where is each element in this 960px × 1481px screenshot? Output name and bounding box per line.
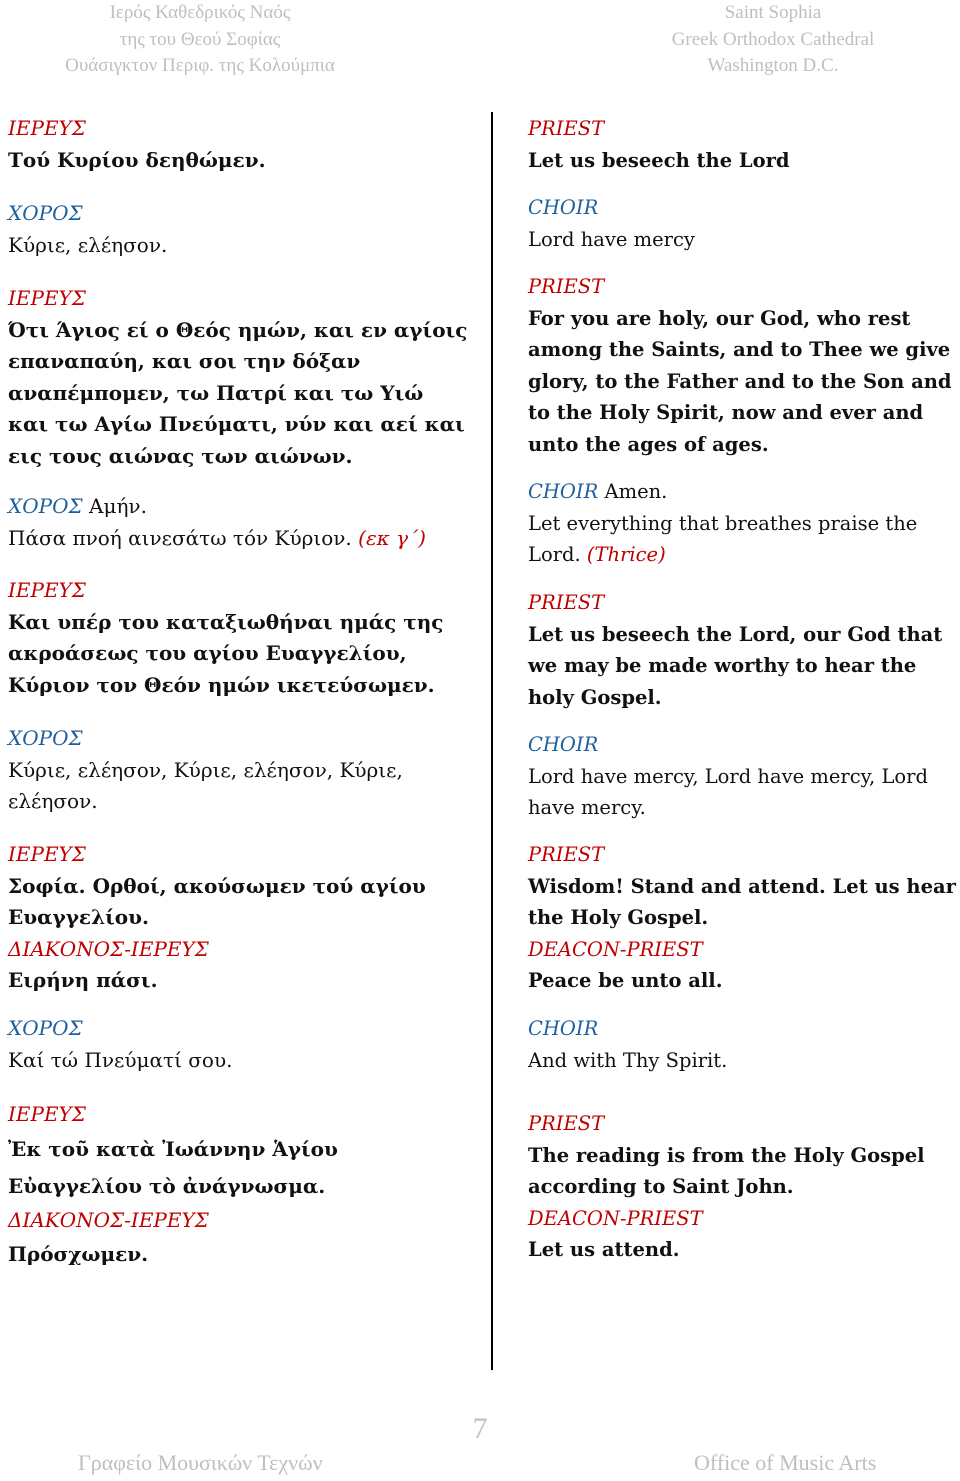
- text-line: to the Holy Spirit, now and ever and: [528, 401, 924, 425]
- role-label: ΧΟΡΟΣ: [8, 201, 83, 225]
- text-line: Lord have mercy: [528, 227, 695, 251]
- role-label: CHOIR: [528, 480, 599, 503]
- role-label: ΧΟΡΟΣ: [8, 726, 83, 750]
- english-block: [528, 839, 956, 997]
- greek-block: [8, 723, 403, 818]
- role-label: ΙΕΡΕΥΣ: [8, 116, 86, 140]
- text-line: have mercy.: [528, 796, 646, 820]
- english-block: [528, 271, 952, 461]
- role-label: ΙΕΡΕΥΣ: [8, 842, 86, 866]
- role-label: PRIEST: [528, 843, 605, 866]
- text-line: Let us attend.: [528, 1238, 680, 1262]
- footer-right: Office of Music Arts: [694, 1450, 877, 1475]
- header-left-line: της του Θεού Σοφίας: [119, 28, 281, 50]
- rubric-note: (Thrice): [580, 543, 666, 567]
- role-label: CHOIR: [528, 1017, 599, 1040]
- page-number: 7: [472, 1412, 488, 1445]
- greek-block: [8, 283, 467, 473]
- header-right-line: Saint Sophia: [724, 2, 822, 23]
- text-line: Ἐκ τοῦ κατὰ Ἰωάννην Ἁγίου: [8, 1136, 338, 1161]
- text-line: unto the ages of ages.: [528, 432, 769, 456]
- role-label: PRIEST: [528, 117, 605, 140]
- greek-block: [8, 1099, 338, 1273]
- role-label: CHOIR: [528, 196, 599, 219]
- role-label: ΙΕΡΕΥΣ: [8, 286, 86, 310]
- header-right: [573, 0, 960, 80]
- text-line: Καί τώ Πνεύματί σου.: [8, 1047, 233, 1072]
- english-block: [528, 587, 942, 713]
- text-line: Wisdom! Stand and attend. Let us hear: [528, 874, 956, 898]
- greek-block: [8, 575, 443, 701]
- text-line: Peace be unto all.: [528, 969, 723, 993]
- header-right-line: Greek Orthodox Cathedral: [671, 28, 875, 50]
- footer-left: Γραφείο Μουσικών Τεχνών: [78, 1450, 323, 1475]
- role-label: CHOIR: [528, 733, 599, 756]
- role-label: PRIEST: [528, 1112, 605, 1135]
- text-line: Πρόσχωμεν.: [8, 1242, 149, 1267]
- text-line: according to Saint John.: [528, 1175, 794, 1199]
- role-label: ΧΟΡΟΣ: [8, 494, 83, 518]
- greek-block: [8, 839, 426, 997]
- text-line: Τού Κυρίου δεηθώμεν.: [8, 147, 266, 172]
- column-divider: [491, 112, 493, 1370]
- text-line: For you are holy, our God, who rest: [528, 306, 911, 330]
- header-left-line: Ουάσιγκτον Περιφ. της Κολούμπια: [65, 55, 335, 76]
- rubric-note: (εκ γ΄): [351, 525, 426, 550]
- header-left: [0, 0, 400, 80]
- text-line: ελέησον.: [8, 789, 98, 814]
- text-line: Πάσα πνοή αινεσάτω τόν Κύριον.: [8, 525, 352, 550]
- english-block: [528, 729, 928, 824]
- text-line: και τω Αγίω Πνεύματι, νύν και αεί και: [8, 412, 465, 437]
- text-line: Κύριε, ελέησον.: [8, 232, 168, 257]
- greek-block: [8, 1013, 232, 1076]
- role-label: ΙΕΡΕΥΣ: [8, 1102, 86, 1126]
- text-line: αναπέμπομεν, τω Πατρί και τω Υιώ: [8, 380, 424, 405]
- text-line: Κύριε, ελέησον, Κύριε, ελέησον, Κύριε,: [8, 757, 403, 782]
- text-line: Lord have mercy, Lord have mercy, Lord: [528, 764, 928, 788]
- text-line: The reading is from the Holy Gospel: [528, 1143, 925, 1167]
- text-line: holy Gospel.: [528, 685, 662, 709]
- header-left-line: Ιερός Καθεδρικός Ναός: [109, 2, 291, 23]
- text-line: εις τους αιώνας των αιώνων.: [8, 443, 353, 468]
- text-inline: Αμήν.: [82, 494, 147, 518]
- text-line: Εὐαγγελίου τὸ ἀνάγνωσμα.: [8, 1173, 326, 1198]
- text-line: Σοφία. Ορθοί, ακούσωμεν τού αγίου: [8, 873, 426, 898]
- text-line: we may be made worthy to hear the: [528, 654, 917, 678]
- role-label: DEACON-PRIEST: [528, 937, 703, 961]
- role-label: PRIEST: [528, 591, 605, 614]
- english-block: [528, 1108, 925, 1266]
- role-label: DEACON-PRIEST: [528, 1206, 703, 1230]
- text-line: Let us beseech the Lord: [528, 148, 790, 172]
- english-block: [528, 1013, 727, 1076]
- greek-block: [8, 491, 426, 554]
- text-line: Και υπέρ του καταξιωθήναι ημάς της: [8, 609, 444, 634]
- english-block: [528, 192, 695, 255]
- english-block: [528, 113, 790, 176]
- role-label: PRIEST: [528, 275, 605, 298]
- text-line: επαναπαύη, και σοι την δόξαν: [8, 349, 361, 374]
- text-line: Ειρήνη πάσι.: [8, 968, 158, 993]
- header-right-line: Washington D.C.: [707, 55, 839, 76]
- text-line: And with Thy Spirit.: [528, 1048, 728, 1072]
- text-line: Ότι Άγιος εί ο Θεός ημών, και εν αγίοις: [8, 317, 468, 342]
- text-line: Ευαγγελίου.: [8, 905, 149, 930]
- english-block: [528, 476, 917, 571]
- text-line: the Holy Gospel.: [528, 906, 709, 930]
- role-label: ΔΙΑΚΟΝΟΣ-ΙΕΡΕΥΣ: [8, 1207, 209, 1232]
- text-line: ακροάσεως του αγίου Ευαγγελίου,: [8, 641, 407, 666]
- text-line: Lord.: [528, 543, 581, 567]
- text-line: Let everything that breathes praise the: [528, 511, 918, 535]
- greek-block: [8, 113, 266, 176]
- text-line: glory, to the Father and to the Son and: [528, 369, 952, 393]
- role-label: ΔΙΑΚΟΝΟΣ-ΙΕΡΕΥΣ: [8, 936, 209, 961]
- text-line: among the Saints, and to Thee we give: [528, 338, 951, 362]
- role-label: ΙΕΡΕΥΣ: [8, 578, 86, 602]
- text-line: Let us beseech the Lord, our God that: [528, 622, 943, 646]
- greek-block: [8, 198, 167, 261]
- text-inline: Amen.: [598, 480, 668, 503]
- text-line: Κύριον τον Θεόν ημών ικετεύσωμεν.: [8, 672, 435, 697]
- role-label: ΧΟΡΟΣ: [8, 1016, 83, 1040]
